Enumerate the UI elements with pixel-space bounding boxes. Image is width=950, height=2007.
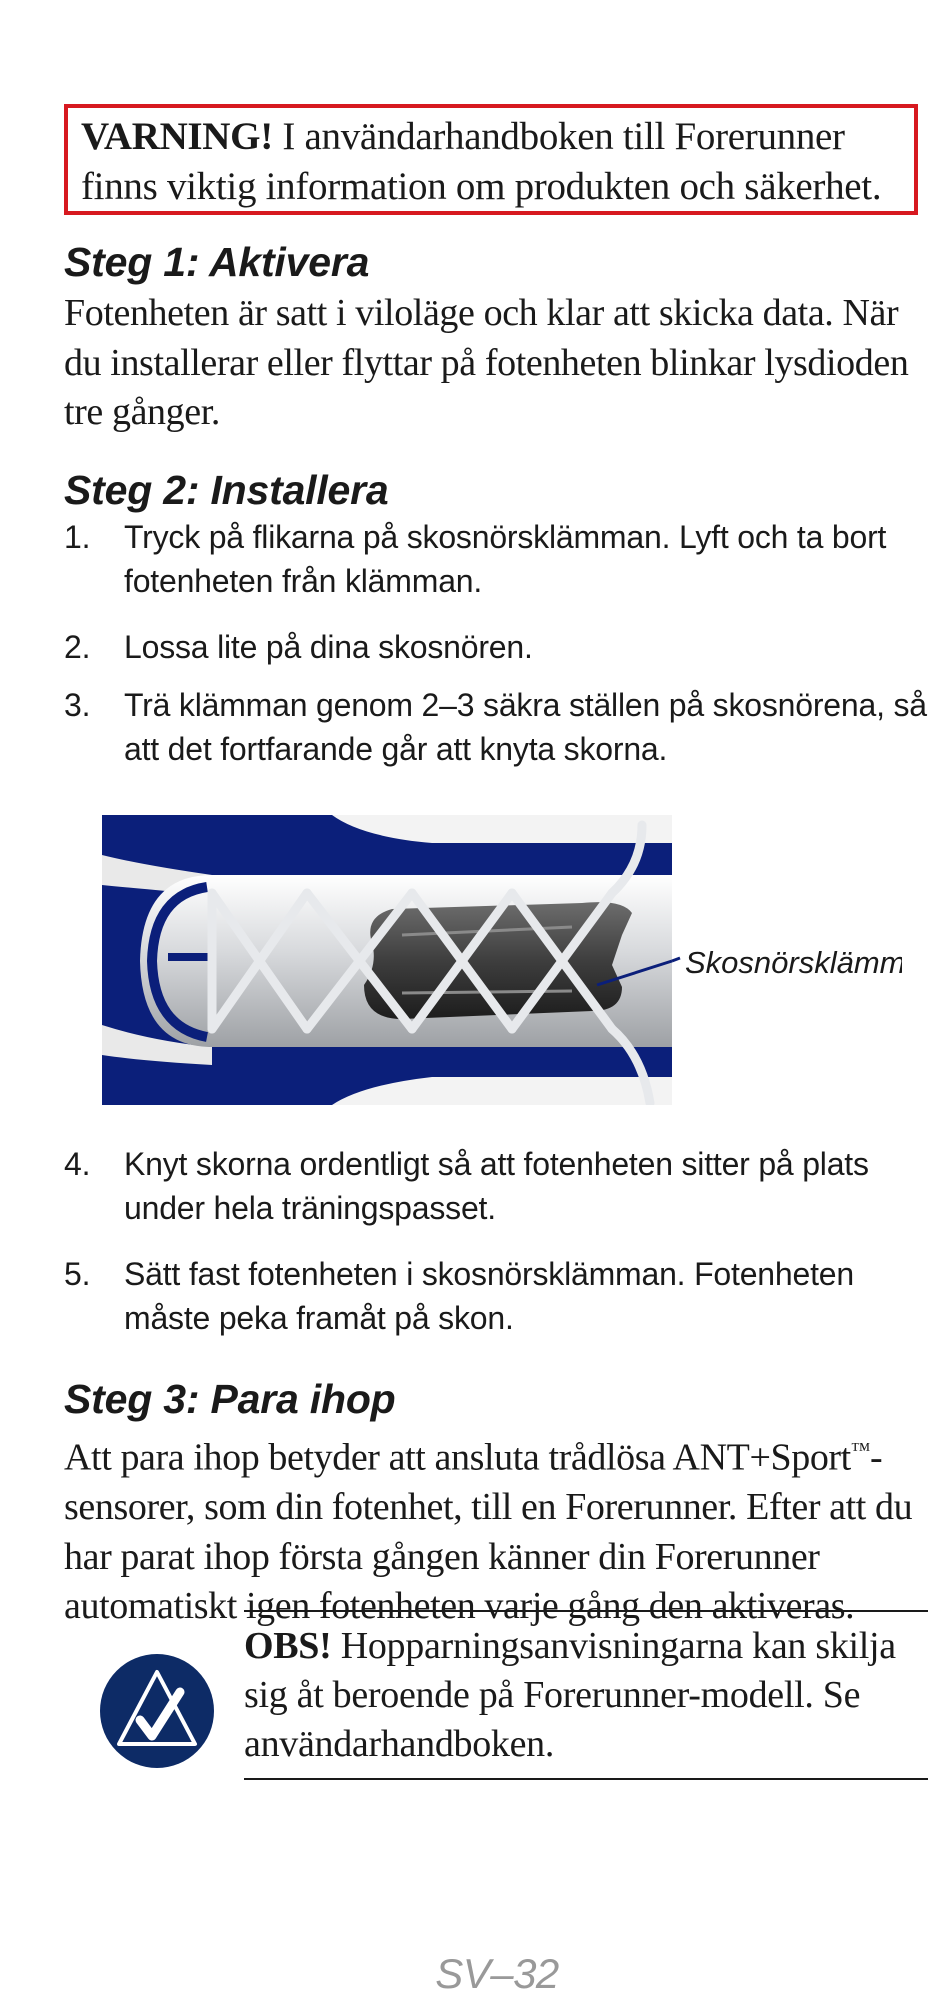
note-top-rule [244, 1610, 928, 1612]
step3-body-start: Att para ihop betyder att ansluta trådlösa ANT+Sport [64, 1436, 851, 1479]
note-text [244, 1622, 928, 1769]
note-label: OBS! [244, 1625, 332, 1667]
step3-body-end: -sensorer, som din fotenhet, till en Forerunner. Efter att du har parat ihop första gången känner din Forerunner automatiskt igen fotenheten varje gång den aktiveras. [64, 1436, 913, 1628]
step1-heading: Steg 1: Aktivera [64, 239, 370, 285]
step-number: 5. [64, 1256, 91, 1292]
page-number: SV–32 [435, 1950, 559, 1997]
step-number: 4. [64, 1146, 91, 1182]
step-text: Lossa lite på dina skosnören. [124, 629, 533, 665]
step-number: 2. [64, 629, 91, 665]
clip-label: Skosnörsklämma [685, 945, 902, 980]
shoe-lace-clip-illustration [102, 815, 902, 1105]
step3-body [64, 1426, 934, 1632]
note-body: Hopparningsanvisningarna kan skilja sig åt beroende på Forerunner-modell. Se användarhandboken. [244, 1625, 896, 1765]
note-check-icon [98, 1652, 216, 1770]
step-text: Sätt fast fotenheten i skosnörsklämman. Fotenheten måste peka framåt på skon. [124, 1256, 854, 1336]
note-bottom-rule [244, 1778, 928, 1780]
warning-text: I användarhandboken till Forerunner finns viktig information om produkten och säkerhet. [81, 115, 882, 208]
step3-heading: Steg 3: Para ihop [64, 1376, 396, 1422]
step-text: Trä klämman genom 2–3 säkra ställen på skosnörena, så att det fortfarande går att knyta skorna. [124, 687, 927, 767]
step-text: Tryck på flikarna på skosnörsklämman. Lyft och ta bort fotenheten från klämman. [124, 519, 887, 599]
step2-heading: Steg 2: Installera [64, 467, 389, 513]
step-number: 1. [64, 519, 91, 555]
warning-box [64, 104, 918, 215]
step-number: 3. [64, 687, 91, 723]
note-block [98, 1610, 928, 1780]
trademark-symbol: ™ [850, 1439, 871, 1461]
step1-body: Fotenheten är satt i viloläge och klar att skicka data. När du installerar eller flyttar på fotenheten blinkar lysdioden tre gånger. [64, 292, 909, 433]
step-text: Knyt skorna ordentligt så att fotenheten sitter på plats under hela träningspasset. [124, 1146, 869, 1226]
warning-label: VARNING! [81, 115, 273, 158]
